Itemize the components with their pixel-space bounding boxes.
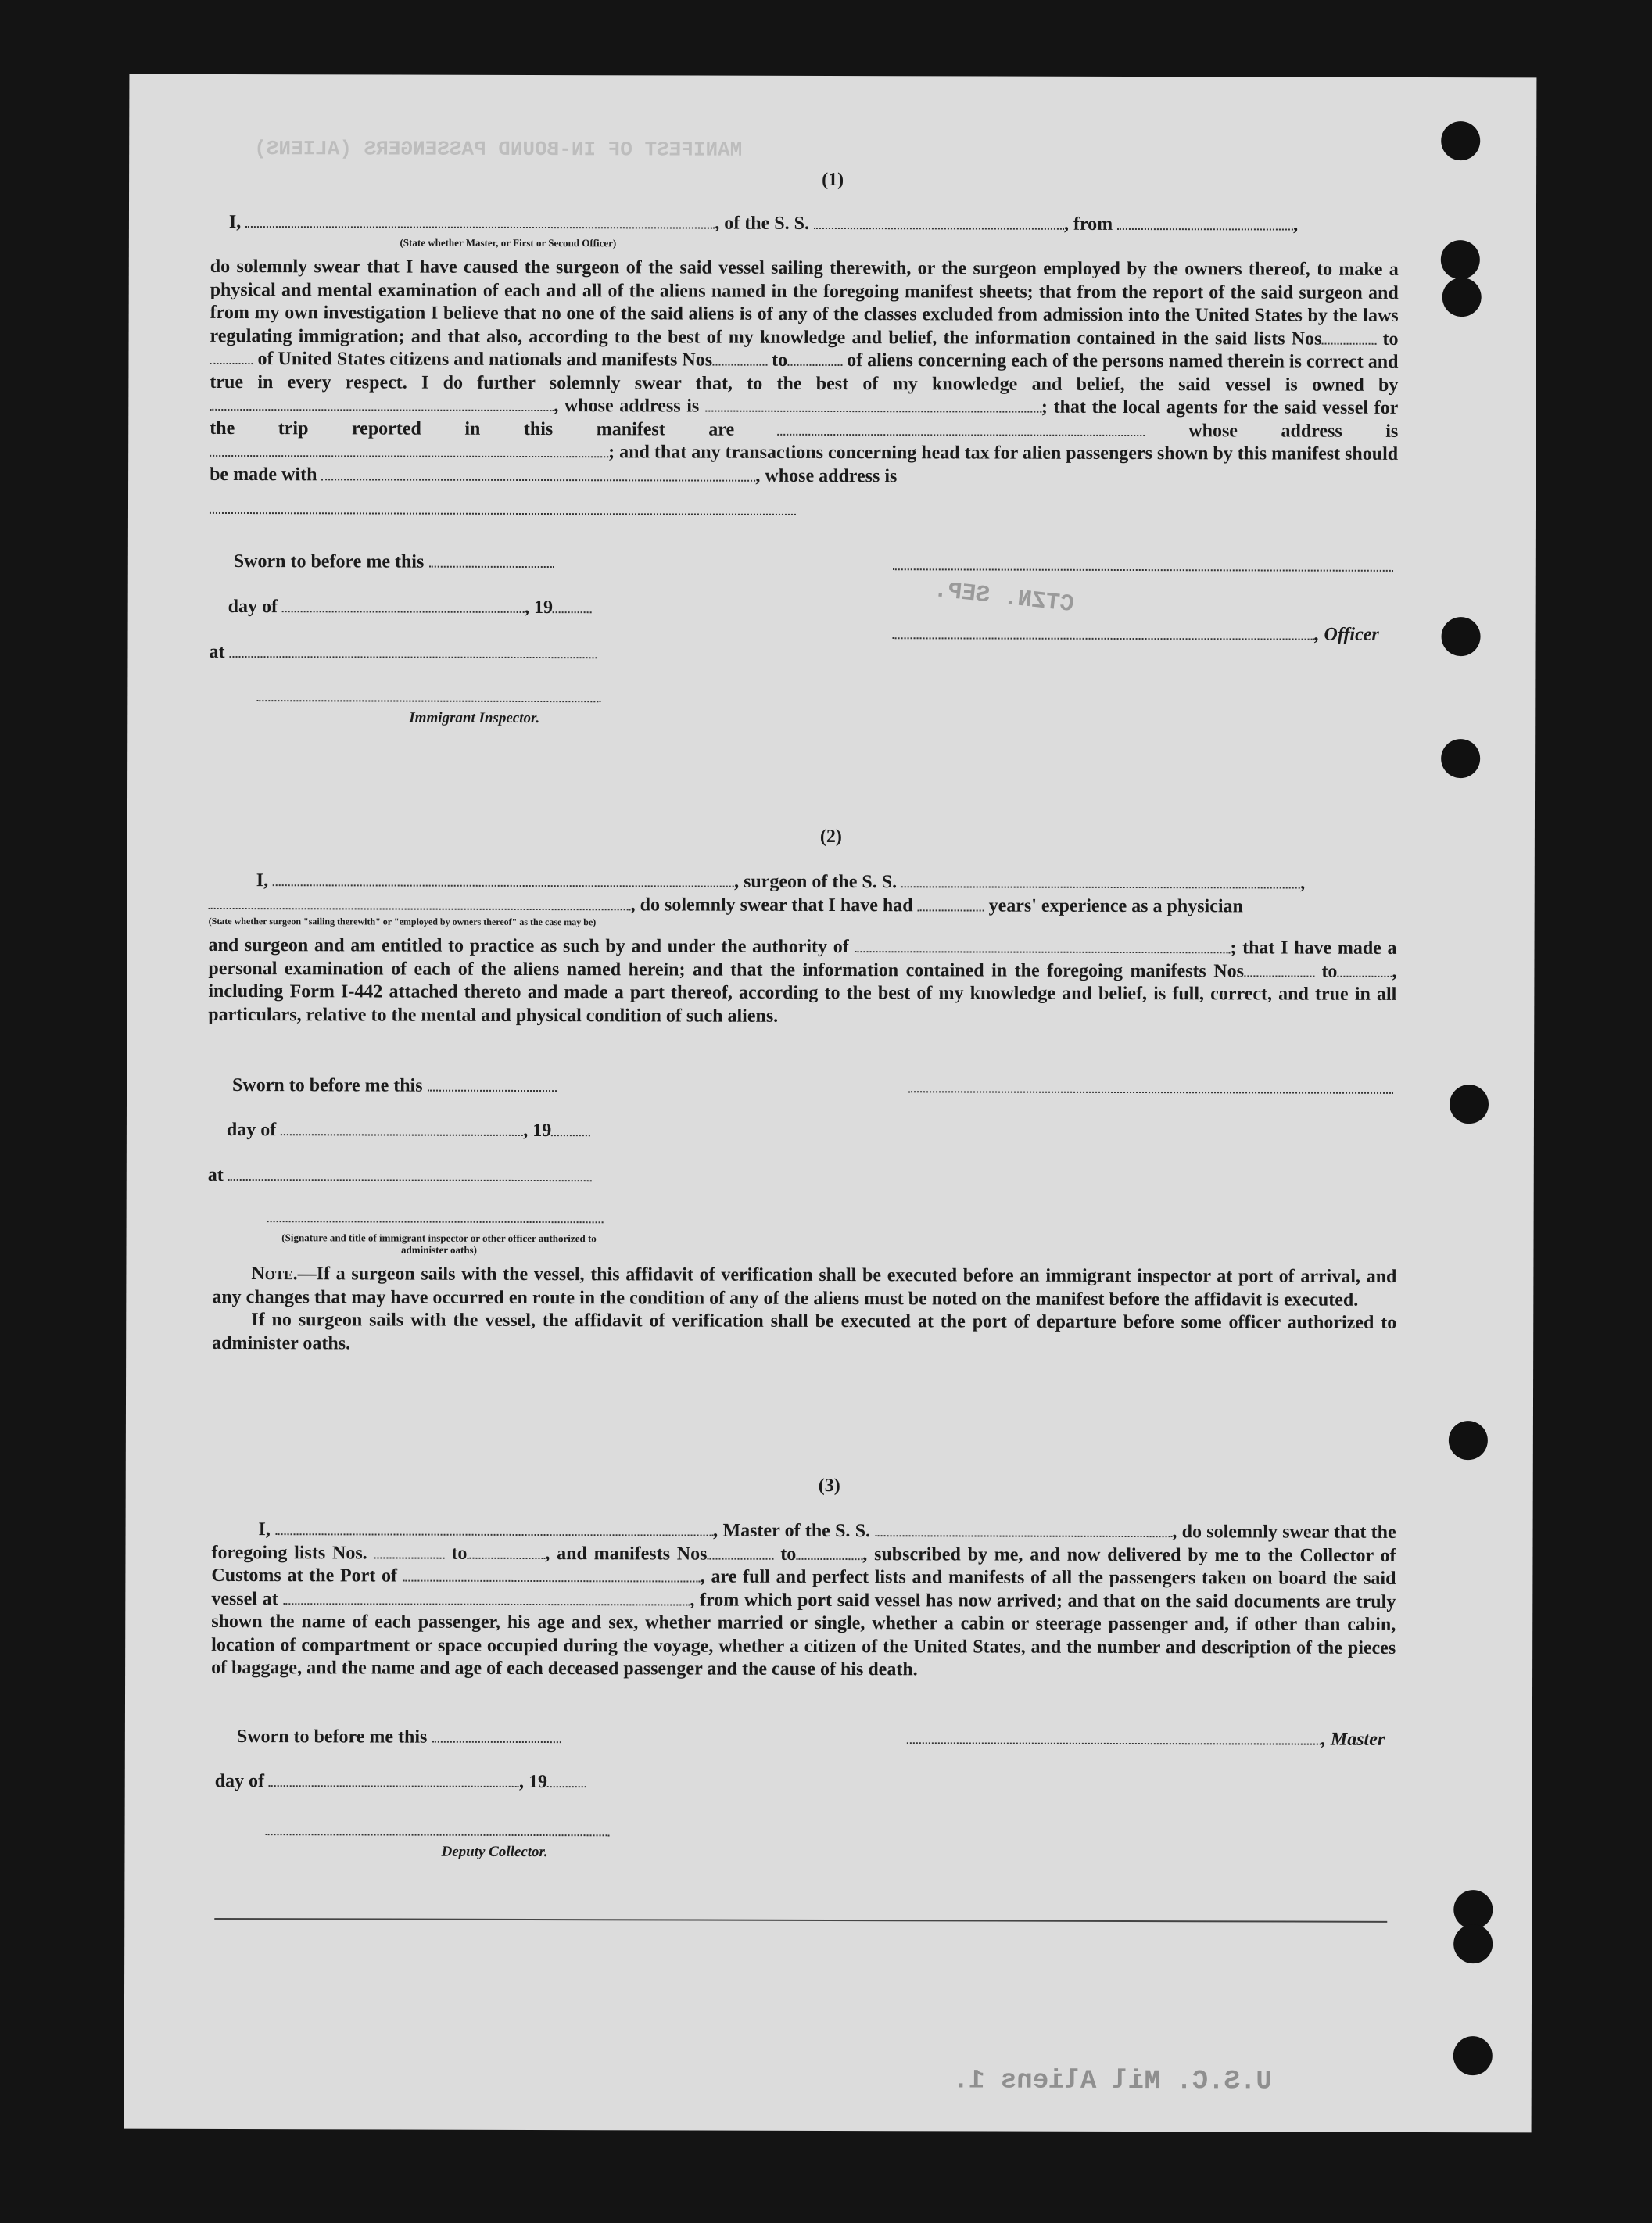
s2-day-row [227, 1120, 590, 1142]
s1-line1 [229, 212, 1298, 236]
s2-note-text: —If a surgeon sails with the vessel, this affidavit of verification shall be executed before an immigrant inspector at port of arrival, and any changes that may have occurred en route in the condition of any of the aliens must be noted on the manifest before the affidavit is executed. [212, 1264, 1397, 1310]
s1-text-c: of aliens concerning each of the persons named therein is correct and true in every respect. I do further solemnly swear that, to the best of my knowledge and belief, the said vessel is owned by [210, 350, 1399, 396]
punch-hole [1441, 240, 1480, 279]
s1-officer-row [893, 623, 1379, 646]
s3-subscribed: , subscribed by me, and now [862, 1544, 1101, 1565]
punch-hole [1441, 739, 1480, 778]
s3-master: , Master [1321, 1729, 1385, 1750]
s1-lists-blank [1321, 328, 1376, 344]
faded-stamp: CTZN. SEP. [932, 577, 1076, 619]
s3-sworn-blank [432, 1727, 561, 1743]
s3-day-blank [269, 1771, 519, 1787]
s2-to-blank [1337, 961, 1392, 977]
s3-lists-blank [374, 1543, 445, 1558]
s2-day-blank [281, 1120, 523, 1136]
punch-hole [1453, 2036, 1493, 2075]
punch-hole [1442, 278, 1482, 317]
s1-to: to [1382, 328, 1399, 350]
s1-at-blank [229, 642, 597, 658]
s2-at: at [207, 1164, 224, 1185]
s1-day-row [228, 597, 592, 618]
s2-text-c: , including Form I-442 attached thereto and made a part thereof, according to the best of my knowledge and belief, is full, correct, and true in all particulars, relative to the mental and physical condition of such aliens. [208, 961, 1397, 1027]
s2-years: years' experience as a physician [988, 895, 1243, 917]
s2-vessel-blank [901, 872, 1300, 888]
s3-to-blank [467, 1543, 545, 1558]
s3-day-of: day of [214, 1770, 265, 1792]
s1-i: I, [228, 211, 242, 233]
s1-owner-blank [210, 395, 554, 411]
s2-sworn-row [232, 1075, 557, 1097]
s1-manifests-blank [712, 350, 767, 366]
s2-19: , 19 [523, 1120, 552, 1142]
s2-name-blank [273, 870, 734, 887]
s1-day-of: day of [228, 596, 278, 618]
s3-master-row [907, 1728, 1385, 1751]
s3-day-row [215, 1771, 586, 1793]
s3-name-blank [275, 1519, 713, 1536]
s2-inspector-sigline [267, 1221, 604, 1223]
s2-note2-text: If no surgeon sails with the vessel, the affidavit of verification shall be executed at the port of departure before some officer authorized to administer oaths. [212, 1310, 1397, 1354]
section-2-number: (2) [819, 826, 842, 848]
s2-surgeon-sigline [908, 1091, 1393, 1094]
s2-line2 [209, 894, 1243, 917]
s2-text-b: that I have made a personal examination of each of the aliens named herein; and that the information contained in the foregoing manifests Nos [208, 938, 1397, 981]
s2-to: to [1321, 961, 1338, 982]
s1-agent-address-blank [210, 441, 608, 457]
s2-surgeon-of: , surgeon of the S. S. [734, 871, 898, 893]
s1-at: at [209, 641, 225, 662]
s1-whose-address-3: , whose address is [755, 465, 898, 486]
s2-at-row [208, 1165, 592, 1187]
s3-master-of: , Master of the S. S. [713, 1520, 871, 1542]
s2-capacity-blank [209, 894, 631, 910]
s2-sworn-blank [428, 1076, 557, 1092]
punch-hole [1450, 1085, 1489, 1124]
s1-sworn: Sworn to before me this [233, 550, 425, 572]
s2-manifests-blank [1244, 961, 1314, 977]
s1-officer-sigline-1 [893, 568, 1393, 572]
s3-vessel-blank [875, 1521, 1172, 1537]
s2-at-blank [228, 1165, 592, 1181]
s1-name-blank [245, 212, 715, 229]
faded-header-bleed: MANIFEST OF IN-BOUND PASSENGERS (ALIENS) [254, 137, 743, 162]
bottom-rule [214, 1918, 1387, 1923]
s3-text: port said vessel has now arrived; and that on the said documents are truly shown the name of each passenger, his age and sex, whether married or single, whether a cabin or steerage passenger and, if other than cabin, location of compartment or space occupied during the voyage, whether a citizen of the United States, and the number and description of the pieces of baggage, and the name and age of each deceased passenger and the cause of his death. [211, 1590, 1396, 1680]
s2-note-label: Note. [251, 1264, 298, 1285]
s1-headtax-blank [321, 464, 755, 481]
s3-swear-lists: swear that the foregoing lists Nos. [211, 1522, 1396, 1563]
s1-text-b: of United States citizens and nationals and manifests Nos [257, 349, 713, 371]
s1-body [210, 256, 1399, 532]
s3-full: , are full and perfect lists and [700, 1566, 943, 1588]
s1-from: , from [1063, 213, 1113, 235]
s1-agents-blank [778, 419, 1145, 436]
s3-master-blank [907, 1728, 1321, 1744]
s1-year-blank [553, 597, 592, 613]
s1-officer-blank [893, 623, 1315, 640]
s1-officer: , Officer [1314, 624, 1379, 645]
s3-do-swear: , do solemnly [1172, 1522, 1278, 1543]
s3-body [211, 1518, 1396, 1683]
s3-to-2: to [780, 1544, 797, 1565]
s1-at-row [209, 642, 597, 664]
punch-hole [1442, 617, 1481, 656]
s2-year-blank [551, 1120, 590, 1136]
s1-comma: , [1293, 214, 1299, 235]
s3-delivered: delivered by me to the Collector of Customs at the Port of [211, 1544, 1396, 1587]
s2-i: I, [256, 870, 269, 891]
s2-hint: (State whether surgeon "sailing therewith" or "employed by owners thereof" as the case may be) [208, 915, 597, 928]
s3-from-which: , from which [690, 1590, 793, 1611]
s1-to-2: to [772, 350, 788, 371]
s1-sworn-row [234, 551, 554, 573]
s2-sig-hint: (Signature and title of immigrant inspector or other officer authorized to administer oaths) [281, 1232, 597, 1256]
s1-to-blank-2 [787, 350, 842, 366]
s3-to-blank-2 [796, 1544, 862, 1559]
s3-deputy-caption: Deputy Collector. [441, 1843, 548, 1861]
s1-hint: (State whether Master, or First or Second Officer) [400, 236, 617, 249]
punch-hole [1441, 121, 1480, 160]
s3-to: to [451, 1543, 468, 1564]
s1-sworn-blank [428, 552, 554, 568]
s3-sworn: Sworn to before me this [236, 1726, 428, 1748]
s2-body: and surgeon and am entitled to practice as such by and under the authority of ; that I have made a personal examination of each of the aliens named herein; and that the information contained in the foregoing manifests Nos to , including Form I-442 attached thereto and made a part thereof, according to the best of my knowledge and belief, is full, correct, and true in all particulars, relative to the mental and physical condition of such aliens. [208, 934, 1397, 1027]
s2-sworn: Sworn to before me this [232, 1074, 423, 1096]
s1-semi: ; [1041, 396, 1048, 418]
s3-year-blank [547, 1772, 586, 1787]
punch-hole [1453, 1924, 1493, 1963]
footer-mirrored-stamp: U.S.C. Mil Aliens 1. [952, 2066, 1272, 2097]
s3-deputy-sigline [266, 1834, 610, 1836]
s1-text-a: do solemnly swear that I have caused the surgeon of the said vessel sailing therewith, or the surgeon employed by the owners thereof, to make a physical and mental examination of each and all of the aliens named in the foregoing manifest sheets; that from the report of the said surgeon and from my own investigation I believe that no one of the said aliens is of any of the classes excluded from admission into the United States by the laws regulating immigration; and that also, according to the best of my knowledge and belief, the information contained in the said lists Nos [210, 256, 1399, 350]
s1-whose-address: , whose address is [554, 396, 700, 417]
s2-day-of: day of [226, 1119, 277, 1141]
s1-text-d: that the local agents for the said vessel for the trip reported in this manifest are [210, 396, 1399, 440]
s1-address-blank [705, 396, 1041, 413]
s2-text-a: and surgeon and am entitled to practice as such by and under the authority of [208, 934, 849, 958]
document-page [124, 74, 1537, 2133]
s2-note [212, 1263, 1396, 1358]
s1-of-ss: , of the S. S. [715, 213, 810, 234]
s2-line1: I, , surgeon of the S. S. , [256, 870, 1306, 894]
s3-and-manifests: , and manifests Nos [545, 1543, 708, 1565]
s1-text-e: ; and that any transactions concerning head tax for alien passengers shown by this manifest should be made with [210, 442, 1399, 485]
s1-whose-address-2: whose address is [1188, 420, 1399, 442]
s1-from-blank [1117, 214, 1293, 231]
section-1-number: (1) [822, 169, 844, 191]
s2-years-blank [918, 895, 984, 911]
section-3-number: (3) [818, 1475, 840, 1497]
s1-inspector-caption: Immigrant Inspector. [409, 709, 540, 727]
s3-manifests-of: manifests of all the passengers taken on board the said vessel at [211, 1567, 1396, 1609]
s1-to-blank [210, 349, 253, 364]
s3-sworn-row [237, 1726, 561, 1748]
s3-19: , 19 [519, 1771, 548, 1793]
s2-do-swear: , do solemnly swear that I have had [630, 895, 913, 916]
s3-manifests-blank [707, 1544, 773, 1559]
s1-day-blank [282, 597, 525, 613]
s3-port-blank [403, 1566, 701, 1583]
punch-hole [1453, 1890, 1493, 1929]
punch-hole [1449, 1421, 1488, 1460]
s3-i: I, [258, 1519, 271, 1540]
s2-authority-blank [855, 937, 1230, 953]
s1-19: , 19 [524, 597, 554, 618]
s3-boarded-blank [283, 1589, 690, 1605]
s1-vessel-blank [814, 213, 1064, 230]
s1-inspector-sigline [256, 700, 600, 702]
